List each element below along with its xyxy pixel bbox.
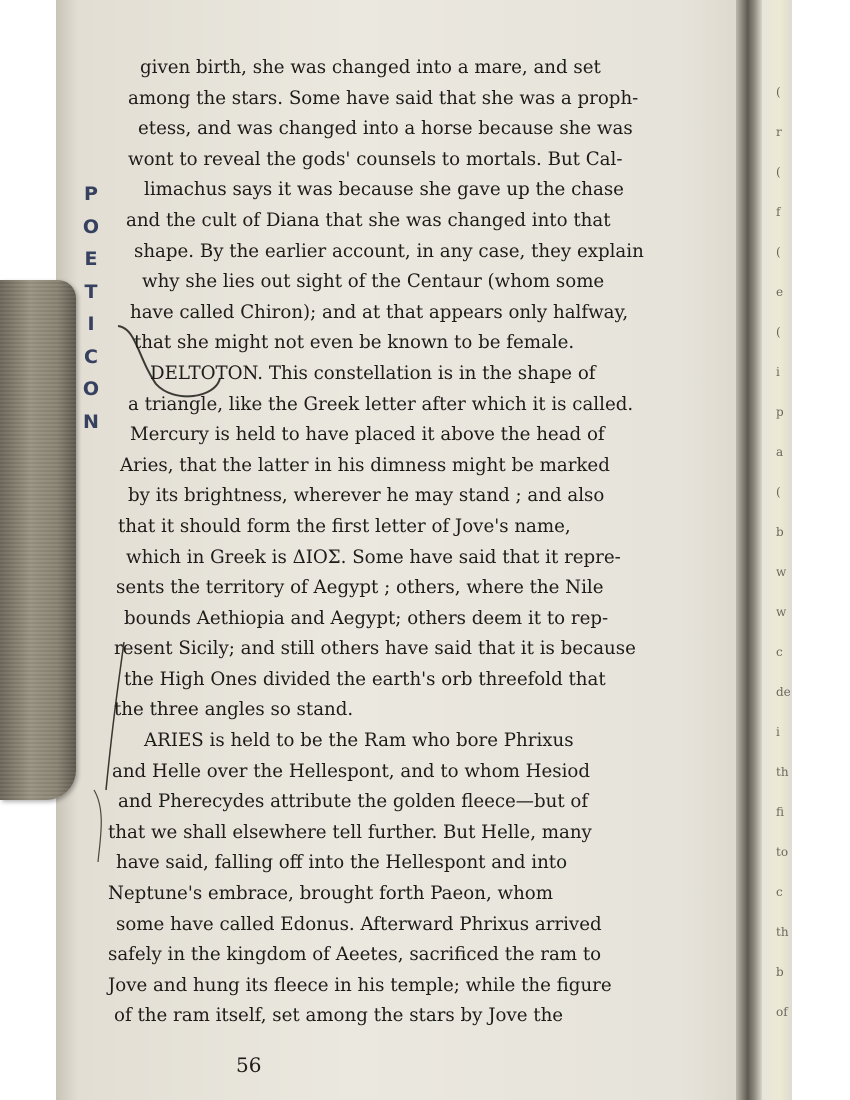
text-line: among the stars. Some have said that she was a proph- bbox=[128, 87, 639, 109]
text-line: have called Chiron); and at that appears only halfway, bbox=[130, 301, 629, 323]
text-line: ARIES is held to be the Ram who bore Phrixus bbox=[144, 730, 574, 752]
edge-letter: ( bbox=[776, 245, 781, 259]
edge-letter: w bbox=[776, 565, 787, 579]
edge-letter: i bbox=[776, 365, 780, 379]
text-line: limachus says it was because she gave up the chase bbox=[144, 179, 624, 201]
vertical-title-letter: I bbox=[87, 313, 95, 335]
vertical-title-letter: C bbox=[84, 345, 98, 368]
text-line: by its brightness, wherever he may stand ; and also bbox=[128, 485, 605, 507]
text-line: etess, and was changed into a horse because she was bbox=[138, 118, 633, 140]
edge-letter: r bbox=[776, 125, 782, 139]
edge-letter: th bbox=[776, 925, 789, 939]
text-line: Jove and hung its fleece in his temple; while the figure bbox=[108, 974, 612, 996]
text-line: have said, falling off into the Hellespont and into bbox=[116, 852, 568, 874]
text-line: resent Sicily; and still others have said that it is because bbox=[114, 638, 636, 660]
text-line: given birth, she was changed into a mare, and set bbox=[140, 57, 601, 78]
text-line: bounds Aethiopia and Aegypt; others deem it to rep- bbox=[124, 607, 609, 629]
vertical-title-letter: N bbox=[83, 410, 99, 433]
edge-letter: ( bbox=[776, 85, 781, 99]
edge-letter: ( bbox=[776, 485, 781, 499]
text-line: a triangle, like the Greek letter after which it is called. bbox=[128, 393, 634, 415]
vertical-book-title bbox=[78, 178, 104, 438]
vertical-title-letter: T bbox=[84, 280, 98, 303]
edge-letter: fi bbox=[776, 805, 785, 819]
edge-letter: a bbox=[776, 445, 784, 459]
text-line: of the ram itself, set among the stars by Jove the bbox=[114, 1005, 564, 1027]
text-line: safely in the kingdom of Aeetes, sacrificed the ram to bbox=[108, 944, 602, 966]
text-line: that we shall elsewhere tell further. But Helle, many bbox=[108, 821, 592, 843]
edge-letter: b bbox=[776, 965, 784, 979]
text-line: that it should form the first letter of Jove's name, bbox=[118, 515, 571, 537]
text-line: DELTOTON. This constellation is in the shape of bbox=[150, 362, 596, 384]
text-line: and Helle over the Hellespont, and to whom Hesiod bbox=[112, 760, 590, 782]
edge-letter: ( bbox=[776, 165, 781, 179]
opposite-page-letters bbox=[770, 0, 792, 1100]
text-line: shape. By the earlier account, in any case, they explain bbox=[134, 240, 644, 262]
edge-letter: w bbox=[776, 605, 787, 619]
text-line: some have called Edonus. Afterward Phrixus arrived bbox=[116, 913, 602, 935]
vertical-title-letter: O bbox=[82, 378, 100, 400]
page-text-block bbox=[108, 53, 663, 1032]
edge-letter: p bbox=[776, 405, 784, 419]
text-line: why she lies out sight of the Centaur (whom some bbox=[142, 271, 605, 293]
text-line: Mercury is held to have placed it above the head of bbox=[130, 424, 605, 446]
edge-letter: f bbox=[776, 205, 781, 219]
edge-letter: c bbox=[776, 885, 783, 899]
text-line: and Pherecydes attribute the golden fleece—but of bbox=[118, 791, 589, 813]
page-number: 56 bbox=[236, 1053, 262, 1077]
text-line: Aries, that the latter in his dimness might be marked bbox=[120, 454, 610, 476]
edge-letter: ( bbox=[776, 325, 781, 339]
edge-letter: e bbox=[776, 285, 784, 299]
edge-letter: c bbox=[776, 645, 783, 659]
text-line: that she might not even be known to be female. bbox=[134, 332, 575, 354]
text-line: which in Greek is ΔΙΟΣ. Some have said that it repre- bbox=[126, 546, 621, 568]
edge-letter: th bbox=[776, 765, 789, 779]
text-line: wont to reveal the gods' counsels to mortals. But Cal- bbox=[128, 148, 623, 170]
text-line: Neptune's embrace, brought forth Paeon, whom bbox=[108, 883, 553, 905]
text-line: the three angles so stand. bbox=[114, 699, 354, 721]
text-line: sents the territory of Aegypt ; others, where the Nile bbox=[116, 577, 604, 599]
text-line: and the cult of Diana that she was changed into that bbox=[126, 209, 611, 231]
edge-letter: to bbox=[776, 845, 789, 859]
vertical-title-letter: O bbox=[82, 215, 100, 238]
edge-letter: i bbox=[776, 725, 780, 739]
vertical-title-letter: P bbox=[84, 183, 98, 205]
vertical-title-letter: E bbox=[84, 248, 98, 270]
edge-letter: b bbox=[776, 525, 784, 539]
edge-letter: de bbox=[776, 685, 791, 699]
edge-letter: of bbox=[776, 1005, 788, 1019]
book-gutter bbox=[736, 0, 762, 1100]
text-line: the High Ones divided the earth's orb threefold that bbox=[124, 668, 606, 690]
bookmark-ribbon bbox=[0, 280, 76, 800]
